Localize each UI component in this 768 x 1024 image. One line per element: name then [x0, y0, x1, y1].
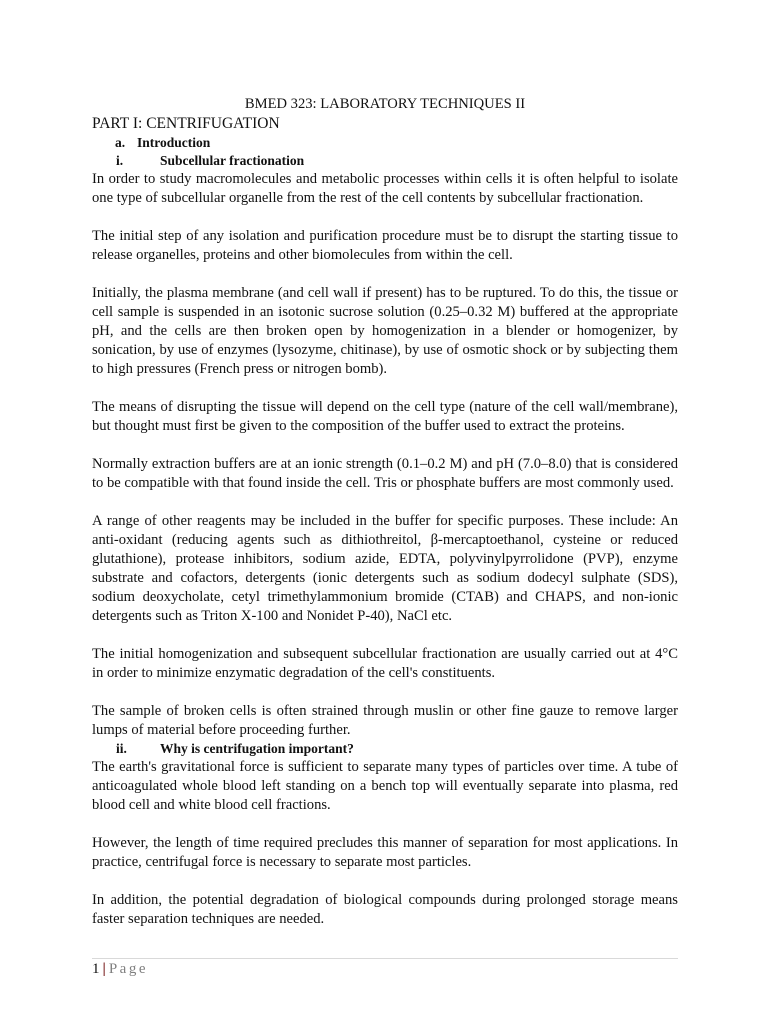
- footer-separator: |: [102, 961, 106, 977]
- paragraph: Initially, the plasma membrane (and cell wall if present) has to be ruptured. To do this, the tissue or cell sample is suspended in an isotonic sucrose solution (0.25–0.32 M) buffered at the appropriate pH, and the cells are then broken open by homogenization in a blender or homogenizer, by sonication, by use of enzymes (lysozyme, chitinase), by use of osmotic shock or by subjecting them to high pressures (French press or nitrogen bomb).: [92, 285, 678, 377]
- page-content: [92, 95, 678, 948]
- section-label: Why is centrifugation important?: [160, 741, 354, 756]
- section-number: i.: [116, 153, 124, 168]
- section-heading-introduction: [92, 134, 678, 152]
- paragraph: The sample of broken cells is often strained through muslin or other fine gauze to remove larger lumps of material before proceeding further.: [92, 703, 678, 738]
- paragraph: The earth's gravitational force is sufficient to separate many types of particles over time. A tube of anticoagulated whole blood left standing on a bench top will eventually separate into plasma, red blood cell and white blood cell fractions.: [92, 759, 678, 813]
- section-label: Introduction: [137, 135, 211, 150]
- paragraph: However, the length of time required precludes this manner of separation for most applications. In practice, centrifugal force is necessary to separate most particles.: [92, 835, 678, 870]
- section-number: ii.: [116, 741, 127, 756]
- page-number: 1: [92, 961, 100, 977]
- paragraph: The initial step of any isolation and purification procedure must be to disrupt the starting tissue to release organelles, proteins and other biomolecules from within the cell.: [92, 228, 678, 263]
- page-footer: [92, 958, 678, 979]
- section-label: Subcellular fractionation: [160, 153, 305, 168]
- course-title: BMED 323: LABORATORY TECHNIQUES II: [244, 96, 526, 112]
- paragraph: In order to study macromolecules and metabolic processes within cells it is often helpful to isolate one type of subcellular organelle from the rest of the cell contents by subcellular fractionation.: [92, 171, 678, 206]
- paragraph: Normally extraction buffers are at an ionic strength (0.1–0.2 M) and pH (7.0–8.0) that is considered to be compatible with that found inside the cell. Tris or phosphate buffers are most commonly used.: [92, 456, 678, 491]
- paragraph: A range of other reagents may be included in the buffer for specific purposes. These include: An anti-oxidant (reducing agents such as dithiothreitol, β-mercaptoethanol, cysteine or reduced glutathione), protease inhibitors, sodium azide, EDTA, polyvinylpyrrolidone (PVP), enzyme substrate and cofactors, detergents (ionic detergents such as sodium dodecyl sulphate (SDS), sodium deoxycholate, cetyl trimethylammonium bromide (CTAB) and CHAPS, and non-ionic detergents such as Triton X-100 and Nonidet P-40), NaCl etc.: [92, 513, 678, 624]
- paragraph: The means of disrupting the tissue will depend on the cell type (nature of the cell wall/membrane), but thought must first be given to the composition of the buffer used to extract the proteins.: [92, 399, 678, 434]
- section-heading-subcellular-fractionation: [92, 152, 678, 170]
- part-title: PART I: CENTRIFUGATION: [92, 115, 280, 132]
- section-number: a.: [115, 135, 126, 150]
- page-label: Page: [108, 961, 148, 977]
- paragraph: The initial homogenization and subsequent subcellular fractionation are usually carried out at 4°C in order to minimize enzymatic degradation of the cell's constituents.: [92, 646, 678, 681]
- section-heading-why-centrifugation: [92, 740, 678, 758]
- paragraph: In addition, the potential degradation of biological compounds during prolonged storage means faster separation techniques are needed.: [92, 892, 678, 927]
